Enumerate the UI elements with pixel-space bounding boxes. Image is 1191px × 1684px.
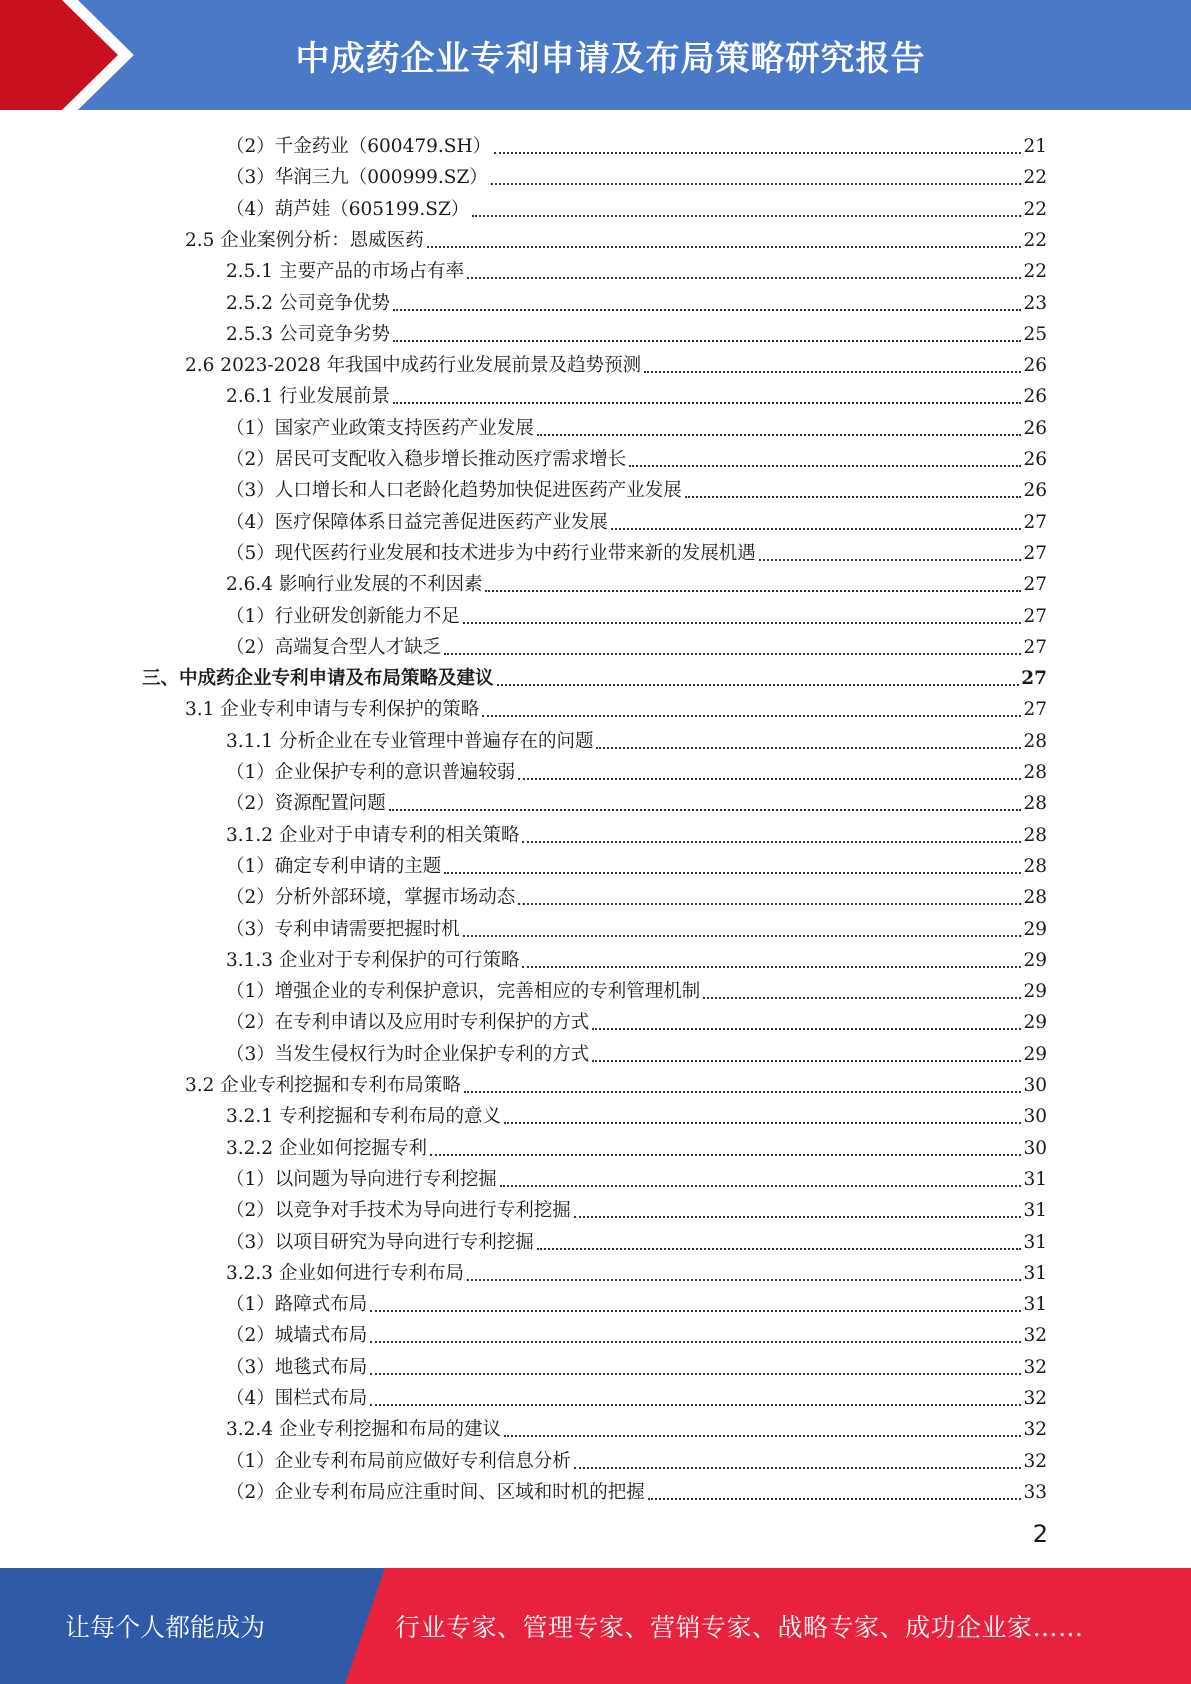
toc-leader-dots xyxy=(370,1340,1021,1343)
toc-entry-label: （2）分析外部环境，掌握市场动态 xyxy=(226,887,516,909)
toc-entry-page: 32 xyxy=(1023,1325,1047,1347)
toc-entry-label: 2.6.4 影响行业发展的不利因素 xyxy=(226,574,483,596)
toc-entry-label: （4）葫芦娃（605199.SZ） xyxy=(226,198,470,220)
toc-entry[interactable] xyxy=(226,441,1047,472)
footer-slogan-right: 行业专家、管理专家、营销专家、战略专家、成功企业家…… xyxy=(395,1613,1084,1642)
toc-leader-dots xyxy=(703,996,1021,999)
toc-entry-label: （3）专利申请需要把握时机 xyxy=(226,918,460,940)
toc-leader-dots xyxy=(430,1153,1021,1156)
toc-leader-dots xyxy=(644,370,1021,373)
toc-entry-label: 2.5.3 公司竞争劣势 xyxy=(226,323,390,345)
toc-leader-dots xyxy=(759,558,1022,561)
report-title: 中成药企业专利申请及布局策略研究报告 xyxy=(295,38,926,79)
toc-entry-label: 3.1 企业专利申请与专利保护的策略 xyxy=(185,699,480,721)
toc-entry[interactable] xyxy=(226,629,1047,660)
toc-entry[interactable] xyxy=(226,253,1047,284)
toc-entry[interactable] xyxy=(226,817,1047,848)
toc-entry-page: 23 xyxy=(1023,292,1047,314)
toc-entry-page: 30 xyxy=(1023,1106,1047,1128)
toc-entry-label: （1）行业研发创新能力不足 xyxy=(226,605,460,627)
toc-entry[interactable] xyxy=(226,1255,1047,1286)
toc-entry-label: （1）以问题为导向进行专利挖掘 xyxy=(226,1168,497,1190)
toc-leader-dots xyxy=(504,1121,1021,1124)
toc-entry-label: 3.2 企业专利挖掘和专利布局策略 xyxy=(185,1075,461,1096)
toc-entry-label: （3）人口增长和人口老龄化趋势加快促进医药产业发展 xyxy=(226,480,682,502)
toc-leader-dots xyxy=(491,182,1022,185)
toc-entry-label: 3.2.2 企业如何挖掘专利 xyxy=(226,1137,427,1159)
toc-leader-dots xyxy=(685,495,1022,498)
toc-leader-dots xyxy=(518,777,1021,780)
toc-entry[interactable] xyxy=(226,1192,1047,1223)
toc-entry[interactable] xyxy=(226,754,1047,785)
toc-entry[interactable] xyxy=(226,128,1047,159)
toc-entry-page: 27 xyxy=(1023,605,1047,627)
toc-entry[interactable] xyxy=(226,566,1047,597)
toc-entry[interactable] xyxy=(226,1224,1047,1255)
toc-entry-page: 32 xyxy=(1023,1419,1047,1441)
toc-leader-dots xyxy=(500,1184,1022,1187)
toc-entry-label: （2）在专利申请以及应用时专利保护的方式 xyxy=(226,1012,590,1034)
toc-leader-dots xyxy=(464,1090,1022,1093)
toc-entry-page: 28 xyxy=(1023,855,1047,877)
toc-entry-label: （2）以竞争对手技术为导向进行专利挖掘 xyxy=(226,1200,571,1222)
toc-entry-page: 31 xyxy=(1023,1200,1047,1222)
toc-entry[interactable] xyxy=(226,723,1047,754)
toc-leader-dots xyxy=(518,902,1021,905)
toc-entry-page: 30 xyxy=(1023,1075,1047,1096)
toc-entry-page: 21 xyxy=(1023,136,1047,157)
toc-entry[interactable] xyxy=(226,598,1047,629)
toc-entry-page: 29 xyxy=(1023,918,1047,940)
toc-entry-label: （3）华润三九（000999.SZ） xyxy=(226,167,488,189)
toc-entry[interactable] xyxy=(226,378,1047,409)
toc-entry-page: 33 xyxy=(1023,1481,1047,1503)
toc-entry[interactable] xyxy=(226,911,1047,942)
toc-entry-label: （4）医疗保障体系日益完善促进医药产业发展 xyxy=(226,511,608,533)
toc-entry-page: 22 xyxy=(1023,198,1047,220)
toc-entry[interactable] xyxy=(226,535,1047,566)
toc-entry[interactable] xyxy=(226,472,1047,503)
toc-leader-dots xyxy=(592,1059,1021,1062)
toc-leader-dots xyxy=(463,934,1022,937)
toc-entry-page: 32 xyxy=(1023,1356,1047,1378)
toc-entry[interactable] xyxy=(226,504,1047,535)
toc-leader-dots xyxy=(467,1278,1021,1281)
toc-entry-label: 2.6 2023-2028 年我国中成药行业发展前景及趋势预测 xyxy=(185,355,642,377)
toc-leader-dots xyxy=(537,1247,1022,1250)
toc-entry-page: 28 xyxy=(1023,887,1047,909)
toc-entry-page: 26 xyxy=(1023,449,1047,470)
toc-entry-page: 29 xyxy=(1023,1012,1047,1034)
toc-entry-page: 27 xyxy=(1021,668,1047,690)
toc-entry-label: 3.2.3 企业如何进行专利布局 xyxy=(226,1262,464,1284)
toc-entry-page: 30 xyxy=(1023,1137,1047,1159)
toc-entry-page: 32 xyxy=(1023,1450,1047,1472)
toc-entry-page: 27 xyxy=(1023,636,1047,658)
toc-entry-label: （3）当发生侵权行为时企业保护专利的方式 xyxy=(226,1043,590,1065)
toc-entry-label: （4）围栏式布局 xyxy=(226,1388,368,1409)
toc-entry-label: （3）以项目研究为导向进行专利挖掘 xyxy=(226,1231,534,1253)
toc-entry[interactable] xyxy=(226,1380,1047,1411)
toc-leader-dots xyxy=(537,433,1022,436)
toc-entry-page: 26 xyxy=(1023,386,1047,408)
toc-leader-dots xyxy=(629,464,1021,467)
toc-entry-label: （2）高端复合型人才缺乏 xyxy=(226,636,442,658)
toc-entry-page: 28 xyxy=(1023,762,1047,783)
toc-entry[interactable] xyxy=(185,691,1047,722)
toc-leader-dots xyxy=(497,683,1020,686)
toc-entry-label: （2）千金药业（600479.SH） xyxy=(226,136,492,157)
toc-leader-dots xyxy=(522,840,1021,843)
toc-entry-label: 2.6.1 行业发展前景 xyxy=(226,386,390,408)
toc-entry-page: 27 xyxy=(1023,511,1047,533)
toc-entry-label: （2）资源配置问题 xyxy=(226,793,386,815)
toc-entry[interactable] xyxy=(226,1411,1047,1442)
toc-leader-dots xyxy=(494,151,1021,154)
toc-entry[interactable] xyxy=(185,222,1047,253)
toc-entry[interactable] xyxy=(226,1130,1047,1161)
toc-entry-label: （2）企业专利布局应注重时间、区域和时机的把握 xyxy=(226,1481,645,1503)
toc-leader-dots xyxy=(393,401,1021,404)
toc-entry-page: 27 xyxy=(1023,574,1047,596)
toc-entry-label: （3）地毯式布局 xyxy=(226,1356,368,1378)
toc-entry[interactable] xyxy=(226,410,1047,441)
toc-entry[interactable] xyxy=(226,316,1047,347)
toc-entry-page: 22 xyxy=(1023,229,1047,251)
toc-entry-label: 3.1.2 企业对于申请专利的相关策略 xyxy=(226,824,520,846)
toc-leader-dots xyxy=(574,1215,1022,1218)
toc-entry[interactable] xyxy=(226,785,1047,816)
toc-entry[interactable] xyxy=(226,1098,1047,1129)
toc-entry-page: 25 xyxy=(1023,323,1047,345)
toc-entry-page: 26 xyxy=(1023,417,1047,439)
toc-leader-dots xyxy=(611,527,1022,530)
toc-entry-label: 3.2.4 企业专利挖掘和布局的建议 xyxy=(226,1419,501,1441)
toc-leader-dots xyxy=(574,1466,1022,1469)
toc-leader-dots xyxy=(592,1027,1021,1030)
toc-entry-page: 28 xyxy=(1023,793,1047,815)
toc-leader-dots xyxy=(393,339,1021,342)
toc-entry[interactable] xyxy=(226,1349,1047,1380)
toc-entry[interactable] xyxy=(226,1004,1047,1035)
toc-leader-dots xyxy=(444,871,1021,874)
toc-entry-label: （2）城墙式布局 xyxy=(226,1325,368,1347)
toc-leader-dots xyxy=(485,589,1021,592)
toc-entry-label: 3.1.3 企业对于专利保护的可行策略 xyxy=(226,949,520,971)
toc-leader-dots xyxy=(467,276,1021,279)
toc-leader-dots xyxy=(370,1403,1021,1406)
toc-entry-page: 27 xyxy=(1023,699,1047,721)
toc-entry-label: （1）路障式布局 xyxy=(226,1294,368,1316)
toc-entry-page: 28 xyxy=(1023,730,1047,752)
toc-entry[interactable] xyxy=(226,159,1047,190)
toc-entry-label: （5）现代医药行业发展和技术进步为中药行业带来新的发展机遇 xyxy=(226,542,756,564)
toc-leader-dots xyxy=(504,1434,1021,1437)
toc-leader-dots xyxy=(482,714,1021,717)
toc-leader-dots xyxy=(472,214,1021,217)
toc-entry-label: （1）企业专利布局前应做好专利信息分析 xyxy=(226,1450,571,1472)
toc-entry[interactable] xyxy=(226,942,1047,973)
toc-entry[interactable] xyxy=(226,1161,1047,1192)
toc-leader-dots xyxy=(427,245,1022,248)
page-header xyxy=(0,0,1191,110)
page-number: 2 xyxy=(1032,1520,1048,1548)
toc-entry-page: 27 xyxy=(1023,542,1047,564)
toc-leader-dots xyxy=(370,1309,1021,1312)
toc-leader-dots xyxy=(370,1372,1021,1375)
toc-entry-page: 22 xyxy=(1023,167,1047,189)
toc-entry-page: 26 xyxy=(1023,355,1047,377)
toc-leader-dots xyxy=(389,808,1022,811)
toc-entry-page: 32 xyxy=(1023,1388,1047,1409)
toc-entry-label: （1）企业保护专利的意识普遍较弱 xyxy=(226,762,516,783)
toc-entry-label: 2.5.2 公司竞争优势 xyxy=(226,292,390,314)
toc-entry[interactable] xyxy=(226,1474,1047,1505)
toc-entry[interactable] xyxy=(226,1317,1047,1348)
page-footer xyxy=(0,1568,1191,1684)
toc-entry-page: 26 xyxy=(1023,480,1047,502)
toc-entry[interactable] xyxy=(226,191,1047,222)
toc-entry[interactable] xyxy=(226,879,1047,910)
toc-leader-dots xyxy=(444,652,1021,655)
toc-entry-page: 28 xyxy=(1023,824,1047,846)
toc-entry[interactable] xyxy=(226,1036,1047,1067)
toc-entry-label: （1）增强企业的专利保护意识，完善相应的专利管理机制 xyxy=(226,981,701,1003)
toc-entry-label: 2.5 企业案例分析：恩威医药 xyxy=(185,229,424,251)
toc-entry-label: 三、中成药企业专利申请及布局策略及建议 xyxy=(142,668,494,690)
toc-entry[interactable] xyxy=(226,1443,1047,1474)
toc-entry-page: 29 xyxy=(1023,949,1047,971)
toc-entry[interactable] xyxy=(142,660,1047,691)
toc-entry-page: 29 xyxy=(1023,981,1047,1003)
footer-slogan-left: 让每个人都能成为 xyxy=(64,1613,265,1642)
toc-leader-dots xyxy=(393,308,1021,311)
toc-entry-page: 31 xyxy=(1023,1231,1047,1253)
toc-entry[interactable] xyxy=(226,285,1047,316)
toc-entry[interactable] xyxy=(226,1286,1047,1317)
toc-entry-page: 31 xyxy=(1023,1168,1047,1190)
toc-entry-label: （1）国家产业政策支持医药产业发展 xyxy=(226,417,534,439)
toc-entry-page: 29 xyxy=(1023,1043,1047,1065)
toc-entry-label: （2）居民可支配收入稳步增长推动医疗需求增长 xyxy=(226,449,627,470)
toc-entry-label: 3.1.1 分析企业在专业管理中普遍存在的问题 xyxy=(226,730,594,752)
toc-entry[interactable] xyxy=(185,347,1047,378)
toc-entry[interactable] xyxy=(226,848,1047,879)
toc-entry-label: 3.2.1 专利挖掘和专利布局的意义 xyxy=(226,1106,501,1128)
toc-entry-page: 22 xyxy=(1023,261,1047,283)
toc-entry[interactable] xyxy=(185,1067,1047,1098)
toc-leader-dots xyxy=(463,621,1022,624)
toc-entry-page: 31 xyxy=(1023,1262,1047,1284)
toc-leader-dots xyxy=(648,1497,1022,1500)
header-arrow-decoration xyxy=(0,0,150,110)
toc-leader-dots xyxy=(596,746,1021,749)
toc-leader-dots xyxy=(522,965,1021,968)
toc-entry-label: 2.5.1 主要产品的市场占有率 xyxy=(226,261,464,283)
toc-entry[interactable] xyxy=(226,973,1047,1004)
toc-entry-label: （1）确定专利申请的主题 xyxy=(226,855,442,877)
toc-entry-page: 31 xyxy=(1023,1294,1047,1316)
